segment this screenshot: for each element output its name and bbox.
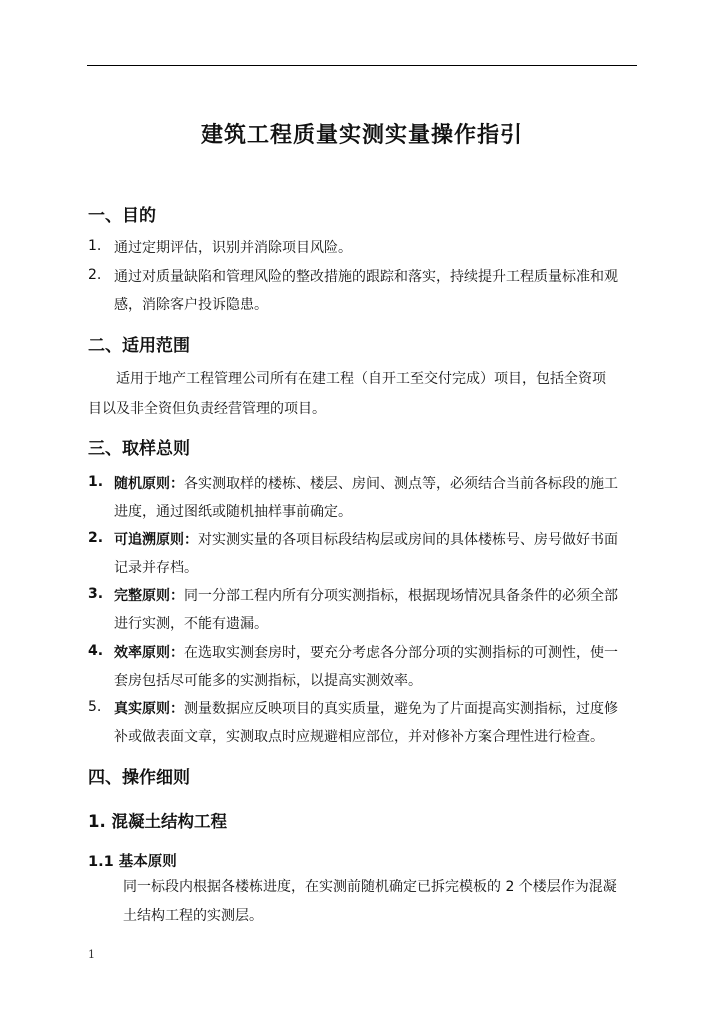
- list-item-text: [114, 699, 618, 719]
- list-item-text: 套房包括尽可能多的实测指标，以提高实测效率。: [114, 673, 422, 689]
- principle-label: 随机原则：: [114, 476, 184, 492]
- list-item-text: 通过对质量缺陷和管理风险的整改措施的跟踪和落实，持续提升工程质量标准和观: [114, 269, 618, 285]
- subsection-heading: 1. 混凝土结构工程: [88, 812, 227, 831]
- principle-text: 在选取实测套房时，要充分考虑各分部分项的实测指标的可测性，使一: [184, 645, 618, 661]
- principle-label: 可追溯原则：: [114, 532, 198, 548]
- list-item-text: 补或做表面文章，实测取点时应规避相应部位，并对修补方案合理性进行检查。: [114, 729, 604, 745]
- list-item-text: 记录并存档。: [114, 560, 198, 576]
- subsubsection-heading: 1.1 基本原则: [88, 854, 177, 870]
- list-item-text: 感，消除客户投诉隐患。: [114, 297, 268, 313]
- principle-label: 真实原则：: [114, 701, 184, 717]
- paragraph-text: 土结构工程的实测层。: [123, 908, 263, 924]
- principle-text: 对实测实量的各项目标段结构层或房间的具体楼栋号、房号做好书面: [198, 532, 618, 548]
- list-number: 1.: [88, 474, 104, 490]
- paragraph-text: 目以及非全资但负责经营管理的项目。: [88, 401, 326, 417]
- document-title: 建筑工程质量实测实量操作指引: [200, 123, 523, 148]
- list-number: 2.: [88, 267, 102, 283]
- principle-text: 测量数据应反映项目的真实质量，避免为了片面提高实测指标，过度修: [184, 701, 618, 717]
- list-item-text: 进度，通过图纸或随机抽样事前确定。: [114, 504, 352, 520]
- list-number: 2.: [88, 530, 104, 546]
- list-number: 5.: [88, 699, 102, 715]
- list-item-text: 通过定期评估，识别并消除项目风险。: [114, 240, 352, 256]
- section-heading-scope: 二、适用范围: [88, 336, 190, 356]
- principle-text: 各实测取样的楼栋、楼层、房间、测点等，必须结合当前各标段的施工: [184, 476, 618, 492]
- principle-label: 效率原则：: [114, 645, 184, 661]
- list-item-text: [114, 474, 618, 494]
- principle-label: 完整原则：: [114, 588, 184, 604]
- section-heading-purpose: 一、目的: [88, 206, 156, 226]
- section-heading-sampling: 三、取样总则: [88, 439, 190, 459]
- list-number: 4.: [88, 643, 104, 659]
- paragraph-text: 适用于地产工程管理公司所有在建工程（自开工至交付完成）项目，包括全资项: [116, 371, 606, 387]
- section-heading-operations: 四、操作细则: [88, 768, 190, 788]
- principle-text: 同一分部工程内所有分项实测指标，根据现场情况具备条件的必须全部: [184, 588, 618, 604]
- header-rule: [87, 65, 637, 66]
- list-number: 3.: [88, 586, 104, 602]
- list-item-text: [114, 530, 618, 550]
- paragraph-text: 同一标段内根据各楼栋进度，在实测前随机确定已拆完模板的 2 个楼层作为混凝: [123, 879, 617, 895]
- list-item-text: [114, 643, 618, 663]
- list-item-text: [114, 586, 618, 606]
- list-item-text: 进行实测，不能有遗漏。: [114, 616, 268, 632]
- list-number: 1.: [88, 238, 102, 254]
- page-number: 1: [88, 948, 95, 961]
